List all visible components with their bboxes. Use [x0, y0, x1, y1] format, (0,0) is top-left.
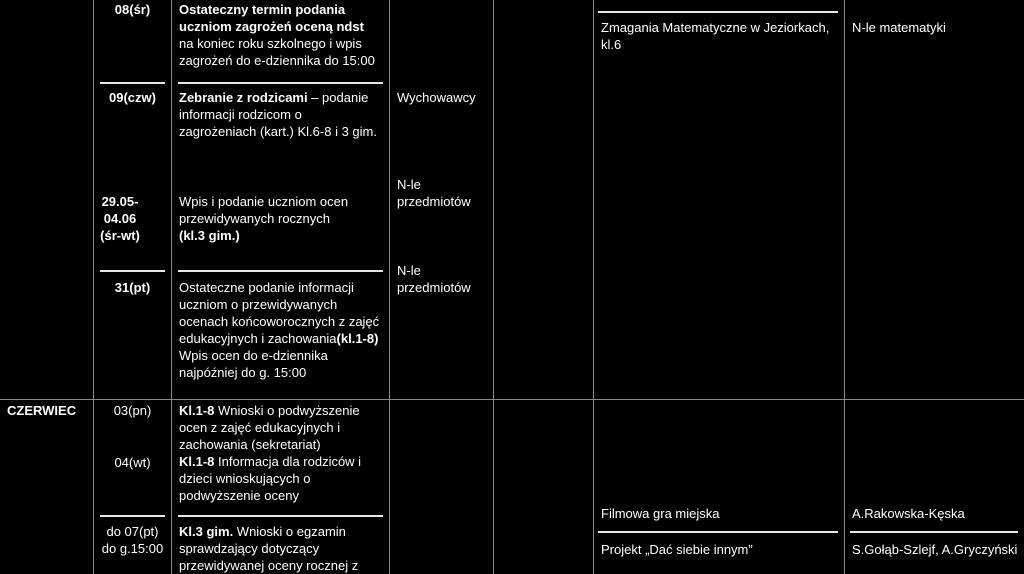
date-cell: [94, 1, 171, 18]
event-cell: [601, 19, 841, 53]
date-separator: [100, 270, 165, 272]
task-text-line: ocenach końcoworocznych z zajęć: [179, 314, 380, 329]
organizer-cell: [852, 541, 1017, 558]
task-text-line: informacji rodzicom o: [179, 107, 302, 122]
date-cell: [94, 89, 171, 106]
event-separator: [598, 11, 838, 13]
date-label: 04(wt): [114, 455, 151, 470]
task-text-line: najpóźniej do g. 15:00: [179, 365, 307, 380]
date-cell: [94, 454, 171, 471]
task-title-line: Ostateczny termin podania: [179, 2, 346, 17]
date-label: do g.15:00: [101, 541, 164, 556]
column-divider: [844, 0, 845, 574]
responsible-cell: [397, 89, 476, 106]
task-text-line: Wpis i podanie uczniom ocen: [179, 194, 349, 209]
date-separator: [100, 82, 165, 84]
task-class-line: (kl.3 gim.): [179, 228, 240, 243]
date-label: 04.06: [103, 211, 137, 226]
row-divider: [0, 399, 1024, 400]
task-cell: [179, 402, 389, 504]
task-text: – podanie: [307, 90, 369, 105]
date-label: 08(śr): [114, 2, 151, 17]
responsible-label: N-le: [397, 263, 421, 278]
date-label: 31(pt): [114, 280, 151, 295]
date-cell: [94, 193, 146, 244]
task-cell: [179, 523, 389, 574]
task-text: Wnioski o egzamin: [233, 524, 346, 539]
task-cell: [179, 89, 389, 140]
date-label: (śr-wt): [100, 228, 140, 243]
event-label: Projekt „Dać siebie innym”: [601, 542, 753, 557]
task-text-line: dzieci wnioskujących o: [179, 471, 311, 486]
task-text-line: ocen z zajęć edukacyjnych i: [179, 420, 341, 435]
organizer-label: A.Rakowska-Kęska: [852, 506, 965, 521]
responsible-label: Wychowawcy: [397, 90, 476, 105]
task-cell: [179, 1, 389, 69]
date-separator: [100, 515, 165, 517]
column-divider: [171, 0, 172, 574]
date-cell: [94, 402, 171, 419]
month-label: CZERWIEC: [7, 403, 77, 418]
task-class: Kl.1-8: [179, 403, 215, 418]
organizer-label: N-le matematyki: [852, 20, 946, 35]
organizer-label: S.Gołąb-Szlejf, A.Gryczyński: [852, 542, 1018, 557]
task-class: Kl.1-8: [179, 454, 215, 469]
responsible-cell: [397, 176, 471, 210]
task-title-line: uczniom zagrożeń oceną ndst: [179, 19, 364, 34]
task-separator: [178, 82, 383, 84]
task-cell: [179, 279, 389, 381]
task-text-line: zagrożeniach (kart.) Kl.6-8 i 3 gim.: [179, 124, 377, 139]
responsible-cell: [397, 262, 471, 296]
task-text-line: Ostateczne podanie informacji: [179, 280, 354, 295]
month-cell: [7, 402, 76, 419]
date-label: 29.05-: [101, 194, 139, 209]
task-text-line: zagrożeń do e-dziennika do 15:00: [179, 53, 375, 68]
column-divider: [493, 0, 494, 574]
task-title: Zebranie z rodzicami: [179, 90, 308, 105]
task-text-line: uczniom o przewidywanych: [179, 297, 338, 312]
event-cell: [601, 505, 719, 522]
date-cell: [94, 279, 171, 296]
task-text: Wnioski o podwyższenie: [214, 403, 360, 418]
event-label: Zmagania Matematyczne w Jeziorkach,: [601, 20, 830, 35]
column-divider: [593, 0, 594, 574]
task-text: edukacyjnych i zachowania: [179, 331, 337, 346]
responsible-label: przedmiotów: [397, 280, 471, 295]
date-label: 09(czw): [109, 90, 156, 105]
event-separator: [598, 531, 838, 533]
responsible-label: przedmiotów: [397, 194, 471, 209]
task-text-line: zachowania (sekretariat): [179, 437, 321, 452]
task-text-line: sprawdzający dotyczący: [179, 541, 320, 556]
event-label: kl.6: [601, 37, 622, 52]
task-text-line: przewidywanej oceny rocznej z: [179, 558, 359, 573]
organizer-separator: [850, 531, 1018, 533]
responsible-label: N-le: [397, 177, 421, 192]
task-text-line: na koniec roku szkolnego i wpis: [179, 36, 362, 51]
task-cell: [179, 193, 389, 244]
date-label: do 07(pt): [106, 524, 159, 539]
column-divider: [389, 0, 390, 574]
task-separator: [178, 270, 383, 272]
event-cell: [601, 541, 753, 558]
task-separator: [178, 515, 383, 517]
date-label: 03(pn): [113, 403, 152, 418]
task-class: (kl.1-8): [336, 331, 379, 346]
organizer-cell: [852, 19, 946, 36]
task-text-line: Wpis ocen do e-dziennika: [179, 348, 328, 363]
event-label: Filmowa gra miejska: [601, 506, 720, 521]
date-cell: [94, 523, 171, 557]
task-class: Kl.3 gim.: [179, 524, 234, 539]
task-text-line: podwyższenie oceny: [179, 488, 299, 503]
task-text: Informacja dla rodziców i: [214, 454, 362, 469]
task-text-line: przewidywanych rocznych: [179, 211, 331, 226]
organizer-cell: [852, 505, 965, 522]
